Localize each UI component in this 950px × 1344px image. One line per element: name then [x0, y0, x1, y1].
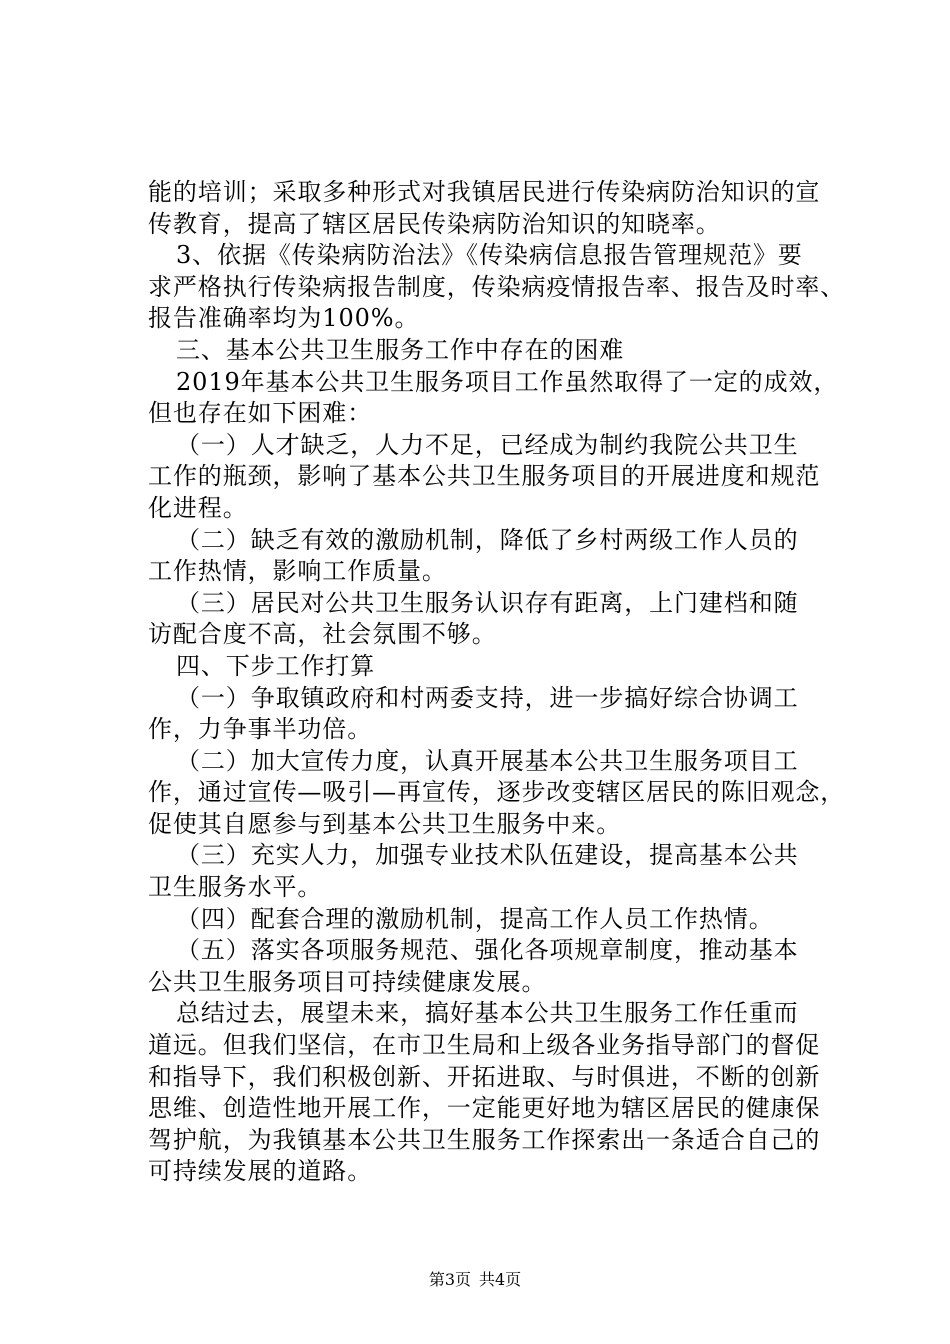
text-line: 访配合度不高，社会氛围不够。 [148, 620, 497, 649]
text-line: 思维、创造性地开展工作，一定能更好地为辖区居民的健康保 [148, 1094, 821, 1123]
text-line: 求严格执行传染病报告制度，传染病疫情报告率、报告及时率、 [148, 272, 846, 301]
text-line: （三）充实人力，加强专业技术队伍建设，提高基本公共 [176, 841, 799, 870]
text-line: 公共卫生服务项目可持续健康发展。 [148, 967, 547, 996]
text-line: （三）居民对公共卫生服务认识存有距离，上门建档和随 [176, 588, 799, 617]
text-line: （二）加大宣传力度，认真开展基本公共卫生服务项目工 [176, 746, 799, 775]
text-line: 卫生服务水平。 [148, 873, 323, 902]
text-line: 2019年基本公共卫生服务项目工作虽然取得了一定的成效， [176, 367, 839, 396]
text-line: 作，力争事半功倍。 [148, 715, 373, 744]
page-total: 共4页 [479, 1270, 522, 1289]
text-line: 传教育，提高了辖区居民传染病防治知识的知晓率。 [148, 209, 721, 238]
text-line: 总结过去，展望未来，搞好基本公共卫生服务工作任重而 [176, 999, 799, 1028]
text-line: 工作的瓶颈，影响了基本公共卫生服务项目的开展进度和规范 [148, 462, 821, 491]
text-line: 道远。但我们坚信，在市卫生局和上级各业务指导部门的督促 [148, 1031, 821, 1060]
text-line: 促使其自愿参与到基本公共卫生服务中来。 [148, 809, 622, 838]
text-line: （一）人才缺乏，人力不足，已经成为制约我院公共卫生 [176, 430, 799, 459]
text-line: 化进程。 [148, 493, 248, 522]
text-line: 作，通过宣传—吸引—再宣传，逐步改变辖区居民的陈旧观念， [148, 778, 846, 807]
text-line: （四）配套合理的激励机制，提高工作人员工作热情。 [176, 904, 774, 933]
text-line: （二）缺乏有效的激励机制，降低了乡村两级工作人员的 [176, 525, 799, 554]
document-body [148, 177, 848, 1188]
text-line: 三、基本公共卫生服务工作中存在的困难 [176, 335, 625, 364]
text-line: 可持续发展的道路。 [148, 1157, 373, 1186]
text-line: 和指导下，我们积极创新、开拓进取、与时俱进，不断的创新 [148, 1062, 821, 1091]
text-line: 能的培训；采取多种形式对我镇居民进行传染病防治知识的宣 [148, 178, 821, 206]
page-footer [0, 1270, 950, 1290]
text-line: 工作热情，影响工作质量。 [148, 557, 447, 586]
text-line: （一）争取镇政府和村两委支持，进一步搞好综合协调工 [176, 683, 799, 712]
text-line: （五）落实各项服务规范、强化各项规章制度，推动基本 [176, 936, 799, 965]
text-line: 3、依据《传染病防治法》《传染病信息报告管理规范》要 [176, 241, 803, 270]
text-line: 但也存在如下困难： [148, 399, 373, 428]
text-line: 四、下步工作打算 [176, 651, 376, 680]
page-number: 第3页 [428, 1270, 471, 1289]
text-line: 报告准确率均为100%。 [148, 304, 420, 333]
text-line: 驾护航，为我镇基本公共卫生服务工作探索出一条适合自己的 [148, 1125, 821, 1154]
